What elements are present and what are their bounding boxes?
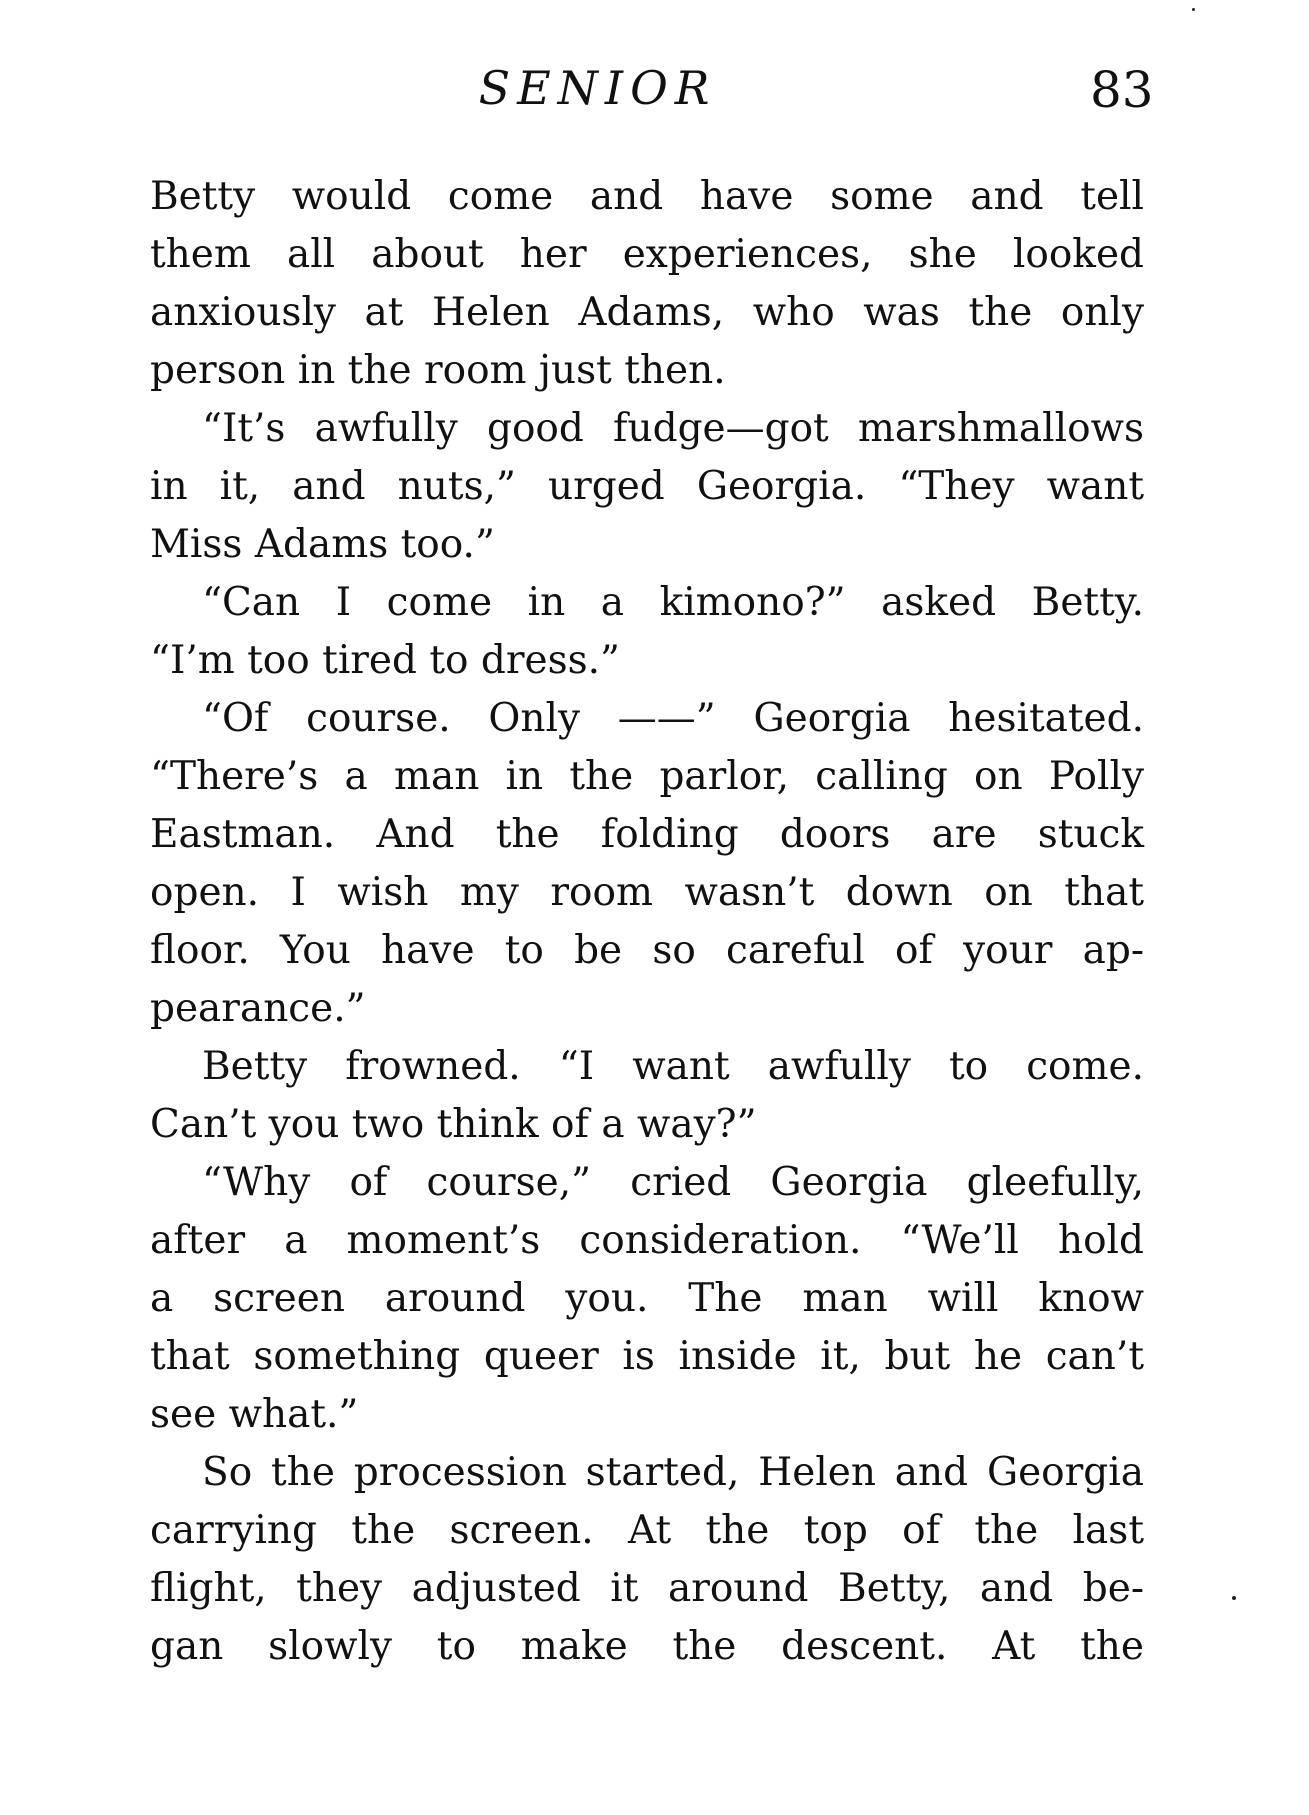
- text-line: Can’t you two think of a way?”: [150, 1102, 757, 1147]
- text-line: see what.”: [150, 1392, 359, 1437]
- text-line: Betty frowned. “I want awfully to come.: [202, 1044, 1144, 1089]
- text-line: Miss Adams too.”: [150, 522, 495, 567]
- text-line: carrying the screen. At the top of the last: [150, 1508, 1144, 1553]
- text-line: open. I wish my room wasn’t down on that: [150, 870, 1144, 915]
- text-line: So the procession started, Helen and Georgia: [202, 1450, 1144, 1495]
- paper-speck: [1232, 1596, 1236, 1600]
- text-line: pearance.”: [150, 986, 366, 1031]
- text-line: floor. You have to be so careful of your ap-: [150, 928, 1144, 973]
- text-line: flight, they adjusted it around Betty, and be-: [150, 1566, 1144, 1611]
- text-line: person in the room just then.: [150, 348, 726, 393]
- text-line: in it, and nuts,” urged Georgia. “They want: [150, 464, 1144, 509]
- text-line: them all about her experiences, she looked: [150, 232, 1144, 277]
- text-line: “There’s a man in the parlor, calling on Polly: [150, 754, 1144, 799]
- running-title: SENIOR: [478, 61, 717, 115]
- body-text: [150, 168, 1144, 1676]
- text-line: Eastman. And the folding doors are stuck: [150, 812, 1144, 857]
- paper-speck: [1192, 8, 1195, 11]
- text-line: “It’s awfully good fudge—got marshmallows: [202, 406, 1144, 451]
- text-line: “Why of course,” cried Georgia gleefully,: [202, 1160, 1144, 1205]
- text-line: Betty would come and have some and tell: [150, 174, 1144, 219]
- text-line: gan slowly to make the descent. At the: [150, 1624, 1144, 1669]
- text-line: that something queer is inside it, but he can’t: [150, 1334, 1144, 1379]
- text-line: anxiously at Helen Adams, who was the only: [150, 290, 1144, 335]
- text-line: a screen around you. The man will know: [150, 1276, 1144, 1321]
- page-number: 83: [1090, 61, 1154, 119]
- text-line: “Of course. Only ——” Georgia hesitated.: [202, 696, 1144, 741]
- text-line: “Can I come in a kimono?” asked Betty.: [202, 580, 1144, 625]
- text-line: “I’m too tired to dress.”: [150, 638, 620, 683]
- text-line: after a moment’s consideration. “We’ll hold: [150, 1218, 1144, 1263]
